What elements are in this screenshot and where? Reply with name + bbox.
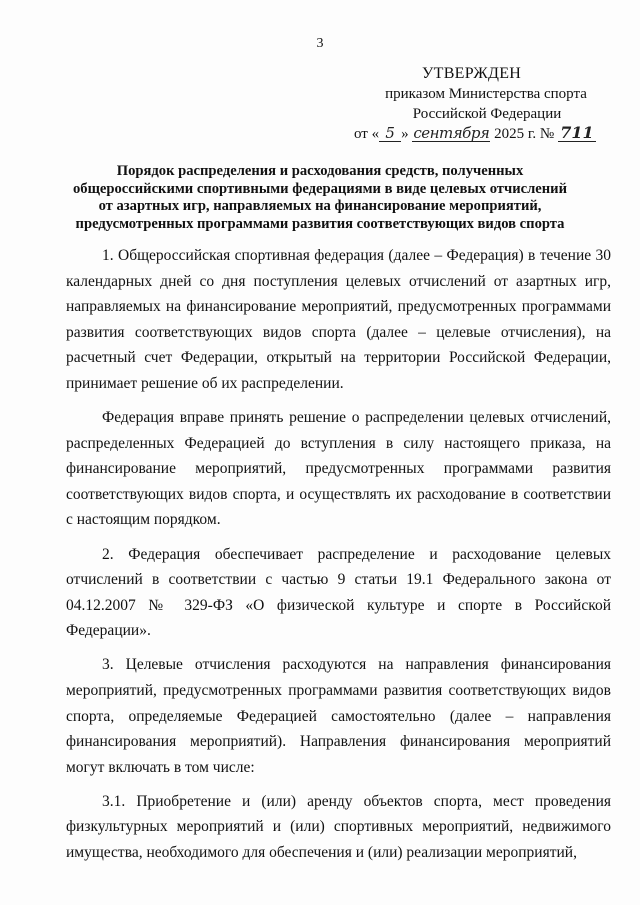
- paragraph-3: 2. Федерация обеспечивает распределение и расходование целевых отчислений в соответствии с частью 9 статьи 19.1 Федерального закона от 04.12.2007 № 329-ФЗ «О физической культуре и спорте в Российской Федерации».: [66, 545, 611, 640]
- handwritten-month: сентября: [413, 124, 490, 142]
- approval-line-2: Российской Федерации: [412, 106, 562, 122]
- approval-date-line: [340, 124, 610, 144]
- approval-title: УТВЕРЖДЕН: [422, 65, 522, 82]
- page-number: 3: [316, 36, 324, 51]
- handwritten-order-number: 711: [558, 125, 596, 142]
- title-line-1: Порядок распределения и расходования средств, полученных: [116, 163, 524, 179]
- title-line-4: предусмотренных программами развития соответствующих видов спорта: [75, 215, 565, 232]
- date-prefix: от «: [354, 126, 380, 142]
- document-body: [66, 243, 611, 874]
- date-mid: »: [401, 126, 409, 142]
- approval-stamp-block: [340, 64, 610, 144]
- approval-line-1: приказом Министерства спорта: [385, 86, 587, 102]
- document-title: [30, 163, 610, 233]
- paragraph-2: Федерация вправе принять решение о распределении целевых отчислений, распределенных Федерацией до вступления в силу настоящего приказа, на финансирование мероприятий, предусмотренных программами развития соответствующих видов спорта, и осуществлять их расходование в соответствии с настоящим порядком.: [66, 409, 611, 529]
- handwritten-day: 5: [379, 125, 401, 142]
- title-line-2: общероссийскими спортивными федерациями в виде целевых отчислений: [73, 180, 567, 197]
- paragraph-4: 3. Целевые отчисления расходуются на направления финансирования мероприятий, предусмотренных программами развития соответствующих видов спорта, определяемые Федерацией самостоятельно (далее – направления финансирования мероприятий). Направления финансирования мероприятий могут включать в том числе:: [66, 656, 611, 776]
- title-line-3: от азартных игр, направляемых на финансирование мероприятий,: [98, 198, 542, 215]
- paragraph-1: 1. Общероссийская спортивная федерация (далее – Федерация) в течение 30 календарных дней со дня поступления целевых отчислений от азартных игр, направляемых на финансирование мероприятий, предусмотренных программами развития соответствующих видов спорта (далее – целевые отчисления), на расчетный счет Федерации, открытый на территории Российской Федерации, принимает решение об их распределении.: [66, 247, 611, 392]
- paragraph-5: 3.1. Приобретение и (или) аренду объектов спорта, мест проведения физкультурных мероприятий и (или) спортивных мероприятий, недвижимого имущества, необходимого для обеспечения и (или) реализации мероприятий,: [66, 792, 611, 862]
- date-year: 2025 г. №: [494, 126, 555, 142]
